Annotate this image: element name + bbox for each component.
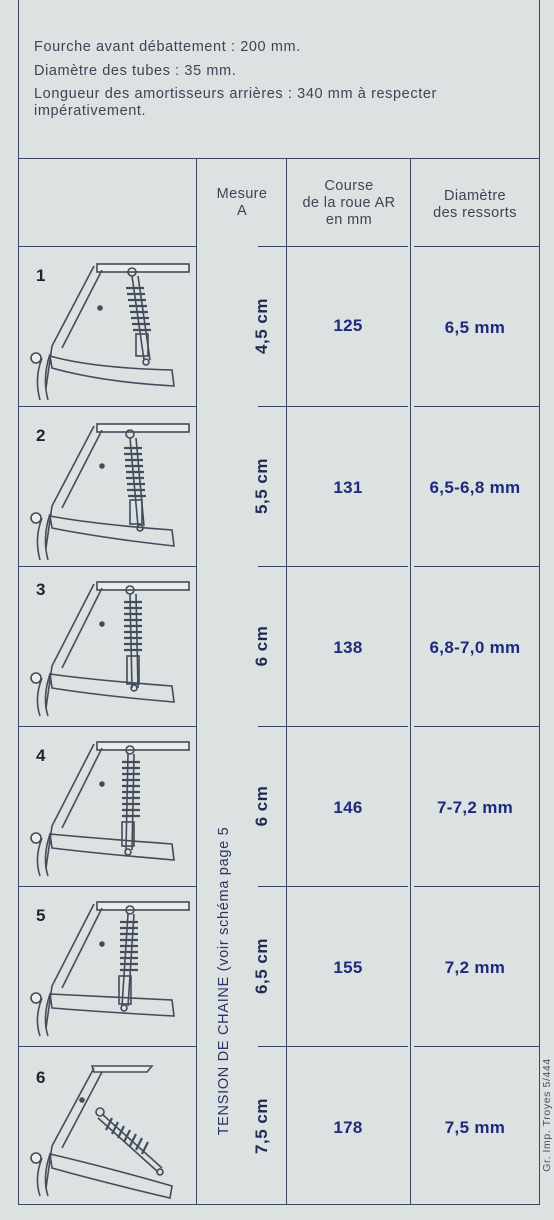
rule-row4-top xyxy=(18,726,196,727)
rule-row4-right xyxy=(414,726,540,727)
header-course xyxy=(287,178,411,229)
rule-row5-top xyxy=(18,886,196,887)
mesure-value: 6 cm xyxy=(252,625,271,667)
course-value: 146 xyxy=(333,798,363,817)
diametre-value: 7-7,2 mm xyxy=(436,798,514,817)
suspension-diagram-3 xyxy=(22,568,194,726)
mesure-cell xyxy=(232,406,292,566)
header-mesure-line2: A xyxy=(236,203,248,219)
header-diametre-line1: Diamètre xyxy=(443,188,507,204)
rule-row6-right xyxy=(414,1046,540,1047)
mesure-value: 7,5 cm xyxy=(252,1098,271,1154)
row-number: 5 xyxy=(36,906,46,925)
header-top-rule xyxy=(18,158,540,159)
mesure-cell xyxy=(232,1046,292,1206)
header-mesure-line1: Mesure xyxy=(216,186,268,202)
intro-line-fork: Fourche avant débattement : 200 mm. xyxy=(34,39,301,55)
rule-row6-top xyxy=(18,1046,196,1047)
course-value: 138 xyxy=(333,638,363,657)
diametre-value: 6,5-6,8 mm xyxy=(429,478,521,497)
diametre-value: 7,5 mm xyxy=(444,1118,506,1137)
suspension-diagram-5 xyxy=(22,888,194,1046)
printer-credit-text: Gr. Imp. Troyes 5/444 xyxy=(541,1058,553,1172)
course-value: 155 xyxy=(333,958,363,977)
rule-header-bottom-right xyxy=(414,246,540,247)
suspension-drawing-4 xyxy=(22,728,194,886)
diametre-value: 6,5 mm xyxy=(444,318,506,337)
mesure-value: 4,5 cm xyxy=(252,298,271,354)
suspension-diagram-4 xyxy=(22,728,194,886)
rule-row3-right xyxy=(414,566,540,567)
col-rule-course xyxy=(410,158,411,1205)
row-number: 3 xyxy=(36,580,46,599)
tension-label: TENSION DE CHAINE (voir schéma page 5 xyxy=(216,826,232,1136)
suspension-diagram-6 xyxy=(22,1048,194,1206)
rule-row3-top xyxy=(18,566,196,567)
suspension-drawing-2 xyxy=(22,408,194,566)
header-diametre-line2: des ressorts xyxy=(433,205,517,221)
rule-row1-top xyxy=(18,246,196,247)
row-number: 4 xyxy=(36,746,46,765)
mesure-cell xyxy=(232,726,292,886)
header-course-line2: de la roue AR xyxy=(302,195,396,211)
mesure-value: 6,5 cm xyxy=(252,938,271,994)
header-course-line3: en mm xyxy=(325,212,373,228)
row-number: 6 xyxy=(36,1068,46,1087)
mesure-value: 5,5 cm xyxy=(252,458,271,514)
rule-row2-right xyxy=(414,406,540,407)
mesure-value: 6 cm xyxy=(252,785,271,827)
course-value: 131 xyxy=(333,478,363,497)
suspension-drawing-3 xyxy=(22,568,194,726)
diametre-value: 7,2 mm xyxy=(444,958,506,977)
intro-notes xyxy=(34,38,534,126)
suspension-drawing-6 xyxy=(22,1048,194,1206)
course-value: 125 xyxy=(333,316,363,335)
mesure-cell xyxy=(232,246,292,406)
header-course-line1: Course xyxy=(324,178,374,194)
row-number: 1 xyxy=(36,266,46,285)
diametre-value: 6,8-7,0 mm xyxy=(429,638,521,657)
suspension-drawing-5 xyxy=(22,888,194,1046)
intro-line-shocks: Longueur des amortisseurs arrières : 340 mm à respecter impérativement. xyxy=(34,86,437,119)
mesure-cell xyxy=(232,886,292,1046)
header-mesure xyxy=(198,186,286,220)
intro-line-tubes: Diamètre des tubes : 35 mm. xyxy=(34,63,237,79)
header-diametre xyxy=(411,188,539,222)
rule-row5-right xyxy=(414,886,540,887)
suspension-diagram-1 xyxy=(22,248,194,406)
suspension-drawing-1 xyxy=(22,248,194,406)
col-rule-figures xyxy=(196,158,197,1205)
suspension-diagram-2 xyxy=(22,408,194,566)
rule-row2-top xyxy=(18,406,196,407)
row-number: 2 xyxy=(36,426,46,445)
course-value: 178 xyxy=(333,1118,363,1137)
mesure-cell xyxy=(232,566,292,726)
